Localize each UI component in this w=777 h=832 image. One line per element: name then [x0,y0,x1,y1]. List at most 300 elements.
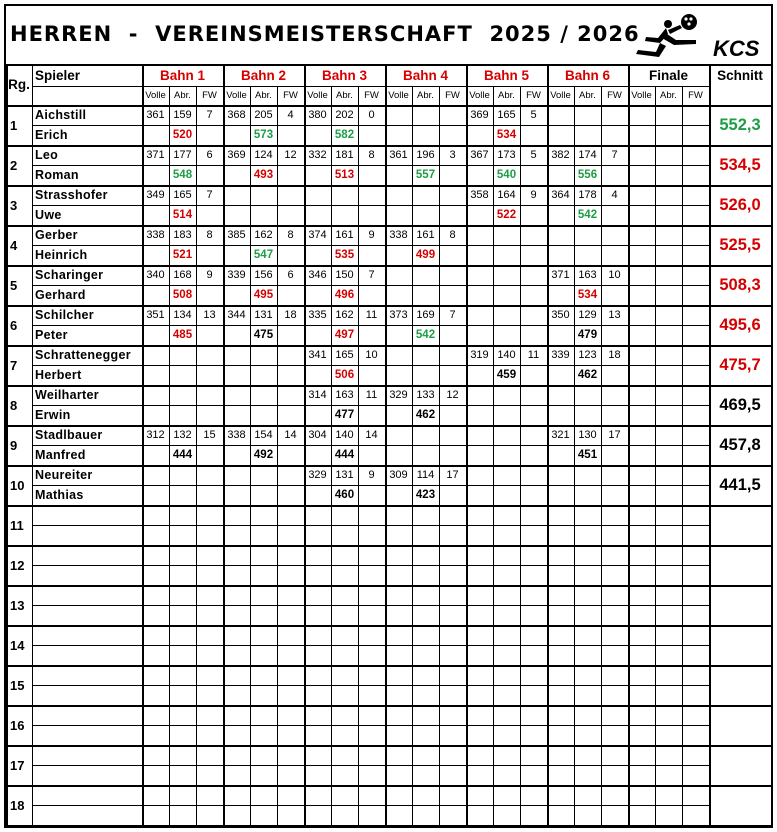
volle-value: 385 [227,229,246,241]
grid-line-horizontal [6,545,771,547]
grid-line-vertical [601,86,602,825]
abr-value: 132 [173,429,192,441]
volle-value: 369 [227,149,246,161]
sub-header-volle: Volle [550,90,571,101]
lane-total: 423 [415,489,436,501]
abr-value: 169 [416,309,435,321]
fw-value: 7 [206,109,213,121]
abr-value: 131 [254,309,273,321]
lane-total: 462 [577,369,598,381]
lane-total: 556 [577,169,598,181]
sub-header-fw: FW [526,90,541,101]
player-first-name: Aichstill [35,108,87,122]
sub-header-abr: Abr. [417,90,434,101]
grid-line-vertical [304,64,306,825]
grid-line-vertical [466,64,468,825]
lane-total: 542 [577,209,598,221]
rank-cell: 3 [10,197,18,213]
volle-value: 321 [551,429,570,441]
fw-value: 13 [608,309,621,321]
rank-cell: 11 [10,517,24,533]
player-last-name [32,525,142,545]
lane-total: 485 [172,329,193,341]
fw-value: 6 [206,149,213,161]
lane-total: 493 [253,169,274,181]
abr-value: 154 [254,429,273,441]
fw-value: 12 [446,389,459,401]
abr-value: 131 [335,469,354,481]
lane-total: 444 [334,449,355,461]
player-last-name: Mathias [35,488,84,502]
grid-line-horizontal [32,525,709,526]
volle-value: 340 [146,269,165,281]
grid-line-horizontal [32,405,709,406]
player-first-name: Strasshofer [35,188,108,202]
grid-line-horizontal [6,705,771,707]
volle-value: 319 [470,349,489,361]
lane-total: 582 [334,129,355,141]
average-value [709,585,771,625]
abr-value: 159 [173,109,192,121]
rank-cell: 16 [10,717,25,733]
player-first-name [32,745,142,765]
player-first-name [32,785,142,805]
fw-value: 15 [203,429,216,441]
sub-header-fw: FW [364,90,379,101]
fw-value: 11 [527,349,540,361]
average-value: 457,8 [719,435,761,454]
average-value [709,785,771,825]
fw-value: 18 [608,349,621,361]
fw-value: 8 [287,229,294,241]
abr-value: 133 [416,389,435,401]
player-first-name: Leo [35,148,59,162]
grid-line-horizontal [32,165,709,166]
fw-value: 7 [206,189,213,201]
volle-value: 339 [227,269,246,281]
grid-line-horizontal [6,465,771,467]
volle-value: 338 [389,229,408,241]
volle-value: 374 [308,229,327,241]
lane-total: 459 [496,369,517,381]
sub-header-abr: Abr. [498,90,515,101]
grid-line-horizontal [6,425,771,427]
volle-value: 382 [551,149,570,161]
lane-total: 462 [415,409,436,421]
player-first-name [32,505,142,525]
player-first-name [32,545,142,565]
sub-header-volle: Volle [145,90,166,101]
grid-line-vertical [6,64,8,825]
lane-total: 460 [334,489,355,501]
fw-value: 4 [287,109,294,121]
abr-value: 181 [335,149,354,161]
lane-total: 573 [253,129,274,141]
average-value: 552,3 [719,115,761,134]
lane-total: 451 [577,449,598,461]
player-first-name [32,585,142,605]
lane-total: 534 [496,129,517,141]
grid-line-horizontal [32,285,709,286]
fw-value: 18 [284,309,297,321]
fw-value: 11 [365,389,378,401]
player-last-name [32,725,142,745]
volle-value: 350 [551,309,570,321]
lane-total: 513 [334,169,355,181]
grid-line-horizontal [32,365,709,366]
average-value [709,745,771,785]
volle-value: 361 [389,149,408,161]
grid-line-horizontal [32,125,709,126]
sub-header-abr: Abr. [255,90,272,101]
volle-value: 364 [551,189,570,201]
fw-value: 14 [365,429,378,441]
grid-line-horizontal [32,565,709,566]
abr-value: 162 [335,309,354,321]
volle-value: 341 [308,349,327,361]
player-last-name: Roman [35,168,79,182]
fw-value: 8 [368,149,375,161]
average-value [709,545,771,585]
fw-value: 7 [449,309,456,321]
grid-line-horizontal [6,305,771,307]
grid-line-vertical [223,64,225,825]
average-value: 475,7 [719,355,761,374]
rank-cell: 4 [10,237,18,253]
lane-total: 557 [415,169,436,181]
grid-line-horizontal [6,665,771,667]
rank-cell: 7 [10,357,18,373]
grid-line-horizontal [32,86,709,87]
fw-value: 8 [449,229,456,241]
average-header: Schnitt [717,67,763,83]
grid-line-horizontal [32,805,709,806]
abr-value: 134 [173,309,192,321]
grid-line-vertical [520,86,521,825]
rank-cell: 18 [10,797,25,813]
volle-value: 380 [308,109,327,121]
fw-value: 6 [287,269,294,281]
sub-header-abr: Abr. [174,90,191,101]
grid-line-vertical [32,64,33,825]
rank-cell: 15 [10,677,25,693]
fw-value: 14 [284,429,297,441]
abr-value: 130 [578,429,597,441]
player-first-name: Schilcher [35,308,94,322]
player-last-name: Manfred [35,448,86,462]
grid-line-horizontal [32,725,709,726]
fw-value: 9 [530,189,537,201]
fw-value: 10 [365,349,378,361]
sub-header-fw: FW [445,90,460,101]
player-last-name [32,685,142,705]
grid-line-horizontal [6,225,771,227]
volle-value: 349 [146,189,165,201]
volle-value: 368 [227,109,246,121]
volle-value: 373 [389,309,408,321]
fw-value: 12 [284,149,297,161]
player-first-name [32,665,142,685]
player-last-name: Peter [35,328,68,342]
abr-value: 156 [254,269,273,281]
rank-cell: 2 [10,157,18,173]
lane-total: 444 [172,449,193,461]
grid-line-horizontal [32,645,709,646]
lane-header-7: Finale [648,67,688,83]
grid-line-horizontal [32,605,709,606]
lane-total: 534 [577,289,598,301]
player-first-name: Gerber [35,228,78,242]
player-last-name [32,565,142,585]
rank-cell: 12 [10,557,25,573]
grid-line-vertical [547,64,549,825]
abr-value: 173 [497,149,516,161]
abr-value: 196 [416,149,435,161]
rank-cell: 6 [10,317,18,333]
grid-line-horizontal [6,265,771,267]
fw-value: 8 [206,229,213,241]
abr-value: 124 [254,149,273,161]
player-first-name: Weilharter [35,388,99,402]
player-last-name: Herbert [35,368,82,382]
grid-line-vertical [142,64,144,825]
lane-total: 542 [415,329,436,341]
grid-line-horizontal [6,105,771,107]
volle-value: 346 [308,269,327,281]
average-value: 469,5 [719,395,761,414]
grid-line-vertical [169,86,170,825]
volle-value: 314 [308,389,327,401]
grid-line-horizontal [32,765,709,766]
abr-value: 163 [335,389,354,401]
volle-value: 358 [470,189,489,201]
abr-value: 161 [416,229,435,241]
lane-total: 475 [253,329,274,341]
grid-line-horizontal [6,64,771,66]
abr-value: 205 [254,109,273,121]
grid-line-vertical [196,86,197,825]
average-value [709,505,771,545]
lane-total: 535 [334,249,355,261]
grid-line-vertical [439,86,440,825]
grid-line-vertical [277,86,278,825]
lane-total: 477 [334,409,355,421]
rank-cell: 17 [10,757,25,773]
grid-line-horizontal [6,385,771,387]
player-last-name [32,605,142,625]
lane-total: 522 [496,209,517,221]
grid-line-vertical [682,86,683,825]
volle-value: 351 [146,309,165,321]
sub-header-abr: Abr. [336,90,353,101]
average-value [709,705,771,745]
player-first-name [32,625,142,645]
lane-total: 496 [334,289,355,301]
abr-value: 168 [173,269,192,281]
grid-line-horizontal [32,325,709,326]
player-header: Spieler [35,67,81,83]
fw-value: 5 [530,149,537,161]
abr-value: 163 [578,269,597,281]
fw-value: 9 [368,229,375,241]
fw-value: 4 [611,189,618,201]
lane-total: 506 [334,369,355,381]
volle-value: 339 [551,349,570,361]
rank-cell: 9 [10,437,18,453]
grid-line-vertical [412,86,413,825]
fw-value: 3 [449,149,456,161]
grid-line-vertical [709,64,711,825]
fw-value: 13 [203,309,216,321]
volle-value: 369 [470,109,489,121]
volle-value: 371 [551,269,570,281]
sub-header-abr: Abr. [579,90,596,101]
player-last-name [32,645,142,665]
player-last-name: Erich [35,128,68,142]
average-value: 441,5 [719,475,761,494]
volle-value: 332 [308,149,327,161]
grid-line-vertical [574,86,575,825]
grid-line-vertical [771,64,773,825]
volle-value: 329 [308,469,327,481]
volle-value: 312 [146,429,165,441]
abr-value: 165 [335,349,354,361]
lane-total: 514 [172,209,193,221]
abr-value: 114 [416,469,435,481]
grid-line-horizontal [6,185,771,187]
sub-header-abr: Abr. [660,90,677,101]
sub-header-volle: Volle [388,90,409,101]
grid-line-horizontal [6,345,771,347]
abr-value: 161 [335,229,354,241]
volle-value: 367 [470,149,489,161]
grid-line-horizontal [6,505,771,507]
fw-value: 17 [446,469,459,481]
rank-cell: 14 [10,637,25,653]
abr-value: 123 [578,349,597,361]
lane-header-1: Bahn 1 [159,67,205,83]
grid-line-horizontal [6,825,771,827]
volle-value: 344 [227,309,246,321]
average-value: 526,0 [719,195,761,214]
fw-value: 17 [608,429,621,441]
volle-value: 371 [146,149,165,161]
abr-value: 140 [497,349,516,361]
grid-line-vertical [493,86,494,825]
grid-line-vertical [331,86,332,825]
grid-line-horizontal [32,205,709,206]
lane-header-3: Bahn 3 [321,67,367,83]
abr-value: 165 [497,109,516,121]
volle-value: 309 [389,469,408,481]
lane-total: 547 [253,249,274,261]
fw-value: 9 [206,269,213,281]
volle-value: 361 [146,109,165,121]
player-last-name: Heinrich [35,248,88,262]
grid-line-horizontal [32,685,709,686]
abr-value: 178 [578,189,597,201]
grid-line-horizontal [6,785,771,787]
average-value: 495,6 [719,315,761,334]
sub-header-volle: Volle [469,90,490,101]
grid-line-vertical [628,64,630,825]
sub-header-volle: Volle [631,90,652,101]
rank-cell: 10 [10,477,25,493]
abr-value: 183 [173,229,192,241]
average-value [709,665,771,705]
abr-value: 177 [173,149,192,161]
average-value: 525,5 [719,235,761,254]
logo-text: KCS [713,36,760,61]
lane-total: 540 [496,169,517,181]
fw-value: 7 [368,269,375,281]
player-first-name: Stadlbauer [35,428,103,442]
abr-value: 162 [254,229,273,241]
player-first-name: Scharinger [35,268,104,282]
sub-header-fw: FW [202,90,217,101]
abr-value: 165 [173,189,192,201]
fw-value: 7 [611,149,618,161]
lane-total: 479 [577,329,598,341]
grid-line-horizontal [32,485,709,486]
lane-total: 548 [172,169,193,181]
abr-value: 150 [335,269,354,281]
lane-header-6: Bahn 6 [564,67,610,83]
lane-header-5: Bahn 5 [483,67,529,83]
grid-line-horizontal [6,585,771,587]
grid-line-vertical [385,64,387,825]
average-value: 508,3 [719,275,761,294]
fw-value: 10 [608,269,621,281]
fw-value: 9 [368,469,375,481]
fw-value: 5 [530,109,537,121]
grid-line-vertical [358,86,359,825]
player-first-name: Schrattenegger [35,348,131,362]
rank-cell: 1 [10,117,18,133]
volle-value: 338 [227,429,246,441]
page-title: HERREN - VEREINSMEISTERSCHAFT 2025 / 2026 [10,22,640,46]
player-last-name: Gerhard [35,288,86,302]
sub-header-volle: Volle [226,90,247,101]
grid-line-horizontal [32,445,709,446]
lane-header-2: Bahn 2 [240,67,286,83]
abr-value: 129 [578,309,597,321]
lane-total: 497 [334,329,355,341]
abr-value: 174 [578,149,597,161]
rank-header: Rg. [8,77,30,92]
grid-line-vertical [655,86,656,825]
grid-line-vertical [250,86,251,825]
sub-header-volle: Volle [307,90,328,101]
average-value [709,625,771,665]
volle-value: 329 [389,389,408,401]
player-last-name [32,805,142,825]
lane-total: 499 [415,249,436,261]
rank-cell: 8 [10,397,18,413]
rank-cell: 13 [10,597,25,613]
sub-header-fw: FW [283,90,298,101]
abr-value: 164 [497,189,516,201]
player-last-name: Uwe [35,208,62,222]
abr-value: 140 [335,429,354,441]
sub-header-fw: FW [607,90,622,101]
lane-header-4: Bahn 4 [402,67,448,83]
grid-line-horizontal [6,745,771,747]
volle-value: 335 [308,309,327,321]
rank-cell: 5 [10,277,18,293]
player-last-name [32,765,142,785]
lane-total: 495 [253,289,274,301]
